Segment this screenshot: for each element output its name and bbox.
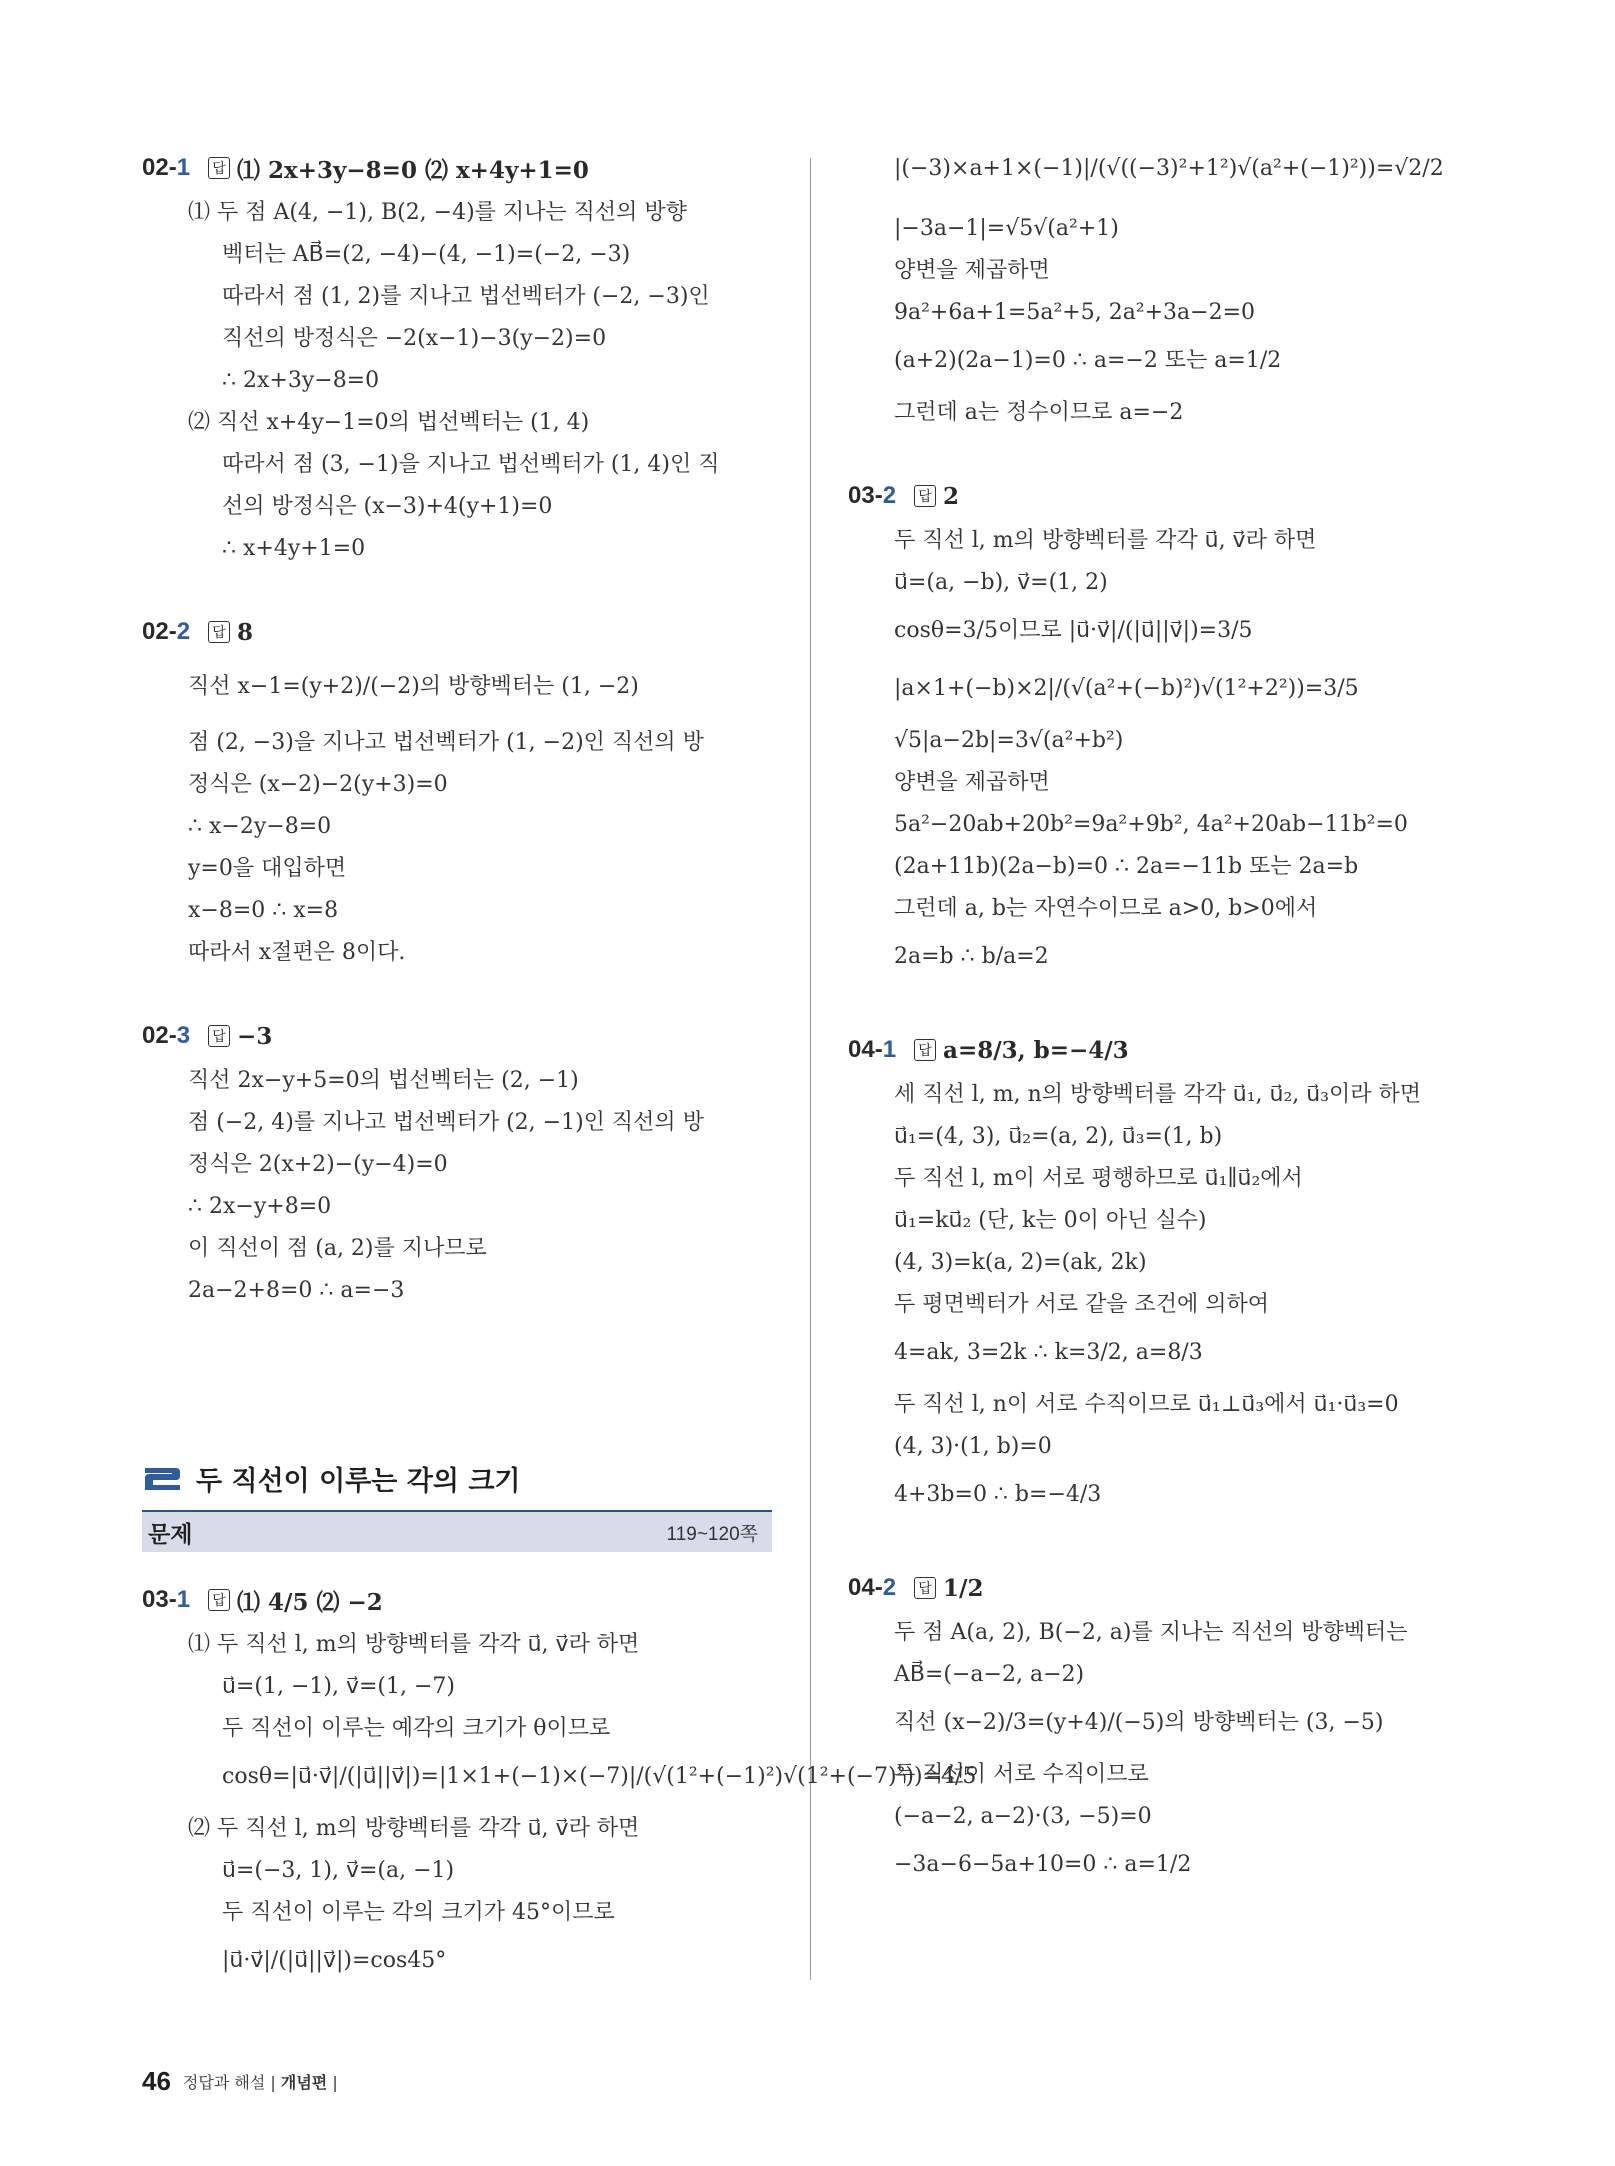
solution-line: ∴ x+4y+1=0 [222, 536, 366, 561]
solution-line: 점 (2, −3)을 지나고 법선벡터가 (1, −2)인 직선의 방 [188, 730, 704, 755]
section-number-2-icon [142, 1464, 182, 1492]
solution-line: 두 평면벡터가 서로 같을 조건에 의하여 [894, 1292, 1269, 1317]
solution-line: 따라서 점 (3, −1)을 지나고 법선벡터가 (1, 4)인 직 [222, 452, 720, 477]
solution-line: 세 직선 l, m, n의 방향벡터를 각각 u⃗₁, u⃗₂, u⃗₃이라 하면 [894, 1082, 1422, 1107]
answer-mark-icon: 답 [914, 1039, 936, 1061]
problem-bar-pages: 119~120쪽 [666, 1523, 758, 1545]
solution-line: 양변을 제곱하면 [894, 258, 1050, 283]
solution-line: 벡터는 AB⃗=(2, −4)−(4, −1)=(−2, −3) [222, 242, 631, 267]
solution-line: 두 직선 l, n이 서로 수직이므로 u⃗₁⊥u⃗₃에서 u⃗₁·u⃗₃=0 [894, 1392, 1399, 1417]
solution-line: 그런데 a, b는 자연수이므로 a>0, b>0에서 [894, 896, 1318, 921]
solution-02-1 [142, 150, 772, 570]
solution-line: u⃗=(−3, 1), v⃗=(a, −1) [222, 1858, 455, 1883]
answer: 1/2 [943, 1574, 984, 1602]
answer-mark-icon: 답 [208, 1025, 230, 1047]
solution-line: 따라서 점 (1, 2)를 지나고 법선벡터가 (−2, −3)인 [222, 284, 710, 309]
solution-line: 4=ak, 3=2k ∴ k=3/2, a=8/3 [894, 1340, 1203, 1365]
solution-line: 2a−2+8=0 ∴ a=−3 [188, 1278, 405, 1303]
solution-header [848, 478, 1488, 514]
solution-line: AB⃗=(−a−2, a−2) [894, 1662, 1085, 1687]
solution-line: 점 (−2, 4)를 지나고 법선벡터가 (2, −1)인 직선의 방 [188, 1110, 704, 1135]
solution-header [142, 1018, 772, 1054]
solution-header [142, 1582, 772, 1618]
solution-line: (2a+11b)(2a−b)=0 ∴ 2a=−11b 또는 2a=b [894, 854, 1359, 879]
solution-line: ⑵ 두 직선 l, m의 방향벡터를 각각 u⃗, v⃗라 하면 [188, 1816, 640, 1841]
solution-line: 직선 (x−2)/3=(y+4)/(−5)의 방향벡터는 (3, −5) [894, 1710, 1384, 1735]
problem-number: 02-1 [142, 154, 191, 181]
solution-line: ∴ 2x+3y−8=0 [222, 368, 380, 393]
solution-03-2 [848, 478, 1488, 988]
solution-line: 9a²+6a+1=5a²+5, 2a²+3a−2=0 [894, 300, 1256, 325]
solution-line: 직선 x−1=(y+2)/(−2)의 방향벡터는 (1, −2) [188, 674, 639, 699]
solution-line: ⑴ 두 점 A(4, −1), B(2, −4)를 지나는 직선의 방향 [188, 200, 687, 225]
problem-number: 04-1 [848, 1036, 897, 1063]
solution-line: 두 직선이 이루는 각의 크기가 45°이므로 [222, 1900, 615, 1925]
solution-line: u⃗₁=(4, 3), u⃗₂=(a, 2), u⃗₃=(1, b) [894, 1124, 1223, 1149]
solution-header [848, 1570, 1488, 1606]
answer: 2 [943, 482, 960, 510]
solution-line: 직선 2x−y+5=0의 법선벡터는 (2, −1) [188, 1068, 579, 1093]
solution-line: ⑴ 두 직선 l, m의 방향벡터를 각각 u⃗, v⃗라 하면 [188, 1632, 640, 1657]
solution-line: (a+2)(2a−1)=0 ∴ a=−2 또는 a=1/2 [894, 348, 1282, 373]
solution-line: |(−3)×a+1×(−1)|/(√((−3)²+1²)√(a²+(−1)²))=√2/2 [894, 156, 1444, 181]
solution-line: cosθ=3/5이므로 |u⃗·v⃗|/(|u⃗||v⃗|)=3/5 [894, 618, 1253, 643]
answer-mark-icon: 답 [208, 1589, 230, 1611]
solution-line: cosθ=|u⃗·v⃗|/(|u⃗||v⃗|)=|1×1+(−1)×(−7)|/(√(1²+(−1)²)√(1²+(−7)²))=4/5 [222, 1764, 977, 1789]
answer: −3 [237, 1022, 273, 1050]
solution-line: u⃗=(a, −b), v⃗=(1, 2) [894, 570, 1108, 595]
solution-line: 정식은 2(x+2)−(y−4)=0 [188, 1152, 448, 1177]
column-divider [810, 158, 811, 1980]
solution-header [142, 614, 772, 650]
solution-line: x−8=0 ∴ x=8 [188, 898, 339, 923]
solution-line: (−a−2, a−2)·(3, −5)=0 [894, 1804, 1152, 1829]
solution-line: 2a=b ∴ b/a=2 [894, 944, 1049, 969]
solution-line: ∴ x−2y−8=0 [188, 814, 332, 839]
footer-label: 정답과 해설 | 개념편 | [182, 2073, 338, 2092]
page-footer [142, 2066, 338, 2097]
answer: a=8/3, b=−4/3 [943, 1036, 1129, 1064]
solution-line: 두 직선이 서로 수직이므로 [894, 1762, 1149, 1787]
solution-02-3 [142, 1018, 772, 1312]
solution-line: (4, 3)=k(a, 2)=(ak, 2k) [894, 1250, 1147, 1275]
problem-bar [142, 1510, 772, 1552]
solution-line: 두 직선 l, m이 서로 평행하므로 u⃗₁∥u⃗₂에서 [894, 1166, 1303, 1191]
solution-line: 두 점 A(a, 2), B(−2, a)를 지나는 직선의 방향벡터는 [894, 1620, 1408, 1645]
solution-line: |a×1+(−b)×2|/(√(a²+(−b)²)√(1²+2²))=3/5 [894, 676, 1359, 701]
solution-04-2 [848, 1570, 1488, 1896]
problem-number: 03-2 [848, 482, 897, 509]
answer-mark-icon: 답 [208, 621, 230, 643]
solution-line: |u⃗·v⃗|/(|u⃗||v⃗|)=cos45° [222, 1948, 447, 1973]
answer: ⑴ 4/5 ⑵ −2 [237, 1588, 383, 1616]
answer-mark-icon: 답 [208, 157, 230, 179]
solution-04-1 [848, 1032, 1488, 1526]
solution-line: 정식은 (x−2)−2(y+3)=0 [188, 772, 448, 797]
solution-header [142, 150, 772, 186]
solution-line: √5|a−2b|=3√(a²+b²) [894, 728, 1124, 753]
solution-line: 그런데 a는 정수이므로 a=−2 [894, 400, 1184, 425]
answer-mark-icon: 답 [914, 1577, 936, 1599]
problem-number: 02-2 [142, 618, 191, 645]
section-title: 두 직선이 이루는 각의 크기 [196, 1465, 521, 1497]
solution-header [848, 1032, 1488, 1068]
solution-02-2 [142, 614, 772, 974]
solution-03-1-continued [848, 150, 1488, 434]
solution-line: 양변을 제곱하면 [894, 770, 1050, 795]
solution-line: 4+3b=0 ∴ b=−4/3 [894, 1482, 1102, 1507]
answer-mark-icon: 답 [914, 485, 936, 507]
answer: ⑴ 2x+3y−8=0 ⑵ x+4y+1=0 [237, 156, 589, 184]
solution-line: |−3a−1|=√5√(a²+1) [894, 216, 1119, 241]
answer: 8 [237, 618, 254, 646]
problem-number: 04-2 [848, 1574, 897, 1601]
problem-bar-title: 문제 [148, 1521, 193, 1548]
solution-line: 두 직선 l, m의 방향벡터를 각각 u⃗, v⃗라 하면 [894, 528, 1317, 553]
solution-line: 5a²−20ab+20b²=9a²+9b², 4a²+20ab−11b²=0 [894, 812, 1408, 837]
problem-number: 03-1 [142, 1586, 191, 1613]
solution-line: −3a−6−5a+10=0 ∴ a=1/2 [894, 1852, 1192, 1877]
solution-line: 직선의 방정식은 −2(x−1)−3(y−2)=0 [222, 326, 607, 351]
right-column [848, 150, 1488, 1896]
solution-line: ∴ 2x−y+8=0 [188, 1194, 332, 1219]
solution-line: 따라서 x절편은 8이다. [188, 940, 406, 965]
page-number: 46 [142, 2066, 171, 2096]
solution-line: u⃗₁=ku⃗₂ (단, k는 0이 아닌 실수) [894, 1208, 1207, 1233]
problem-number: 02-3 [142, 1022, 191, 1049]
solution-line: (4, 3)·(1, b)=0 [894, 1434, 1052, 1459]
solution-line: ⑵ 직선 x+4y−1=0의 법선벡터는 (1, 4) [188, 410, 590, 435]
solution-line: 선의 방정식은 (x−3)+4(y+1)=0 [222, 494, 553, 519]
solution-line: u⃗=(1, −1), v⃗=(1, −7) [222, 1674, 455, 1699]
section-heading [142, 1456, 772, 1500]
solution-line: 이 직선이 점 (a, 2)를 지나므로 [188, 1236, 487, 1261]
solution-line: y=0을 대입하면 [188, 856, 347, 881]
solution-line: 두 직선이 이루는 예각의 크기가 θ이므로 [222, 1716, 611, 1741]
